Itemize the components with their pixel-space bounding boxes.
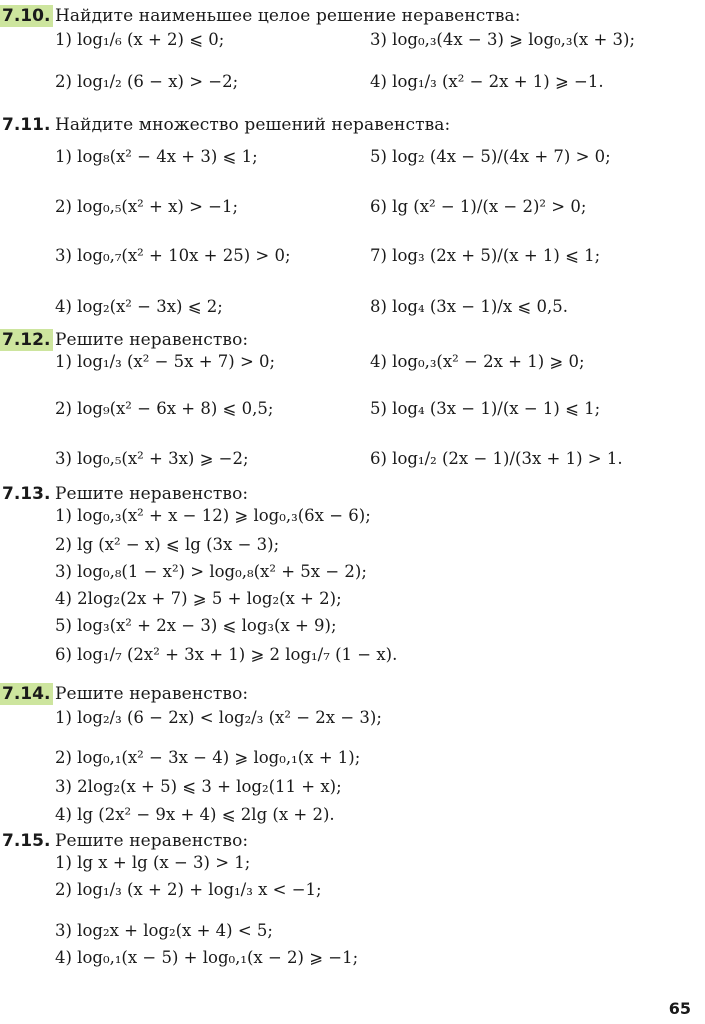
exercise-item: 6) lg (x² − 1)/(x − 2)² > 0; [370, 197, 587, 216]
exercise-item: 3) log₀,₅(x² + 3x) ⩾ −2; [55, 449, 249, 468]
exercise-item: 5) log₂ (4x − 5)/(4x + 7) > 0; [370, 147, 611, 166]
exercise-item: 2) log₀,₁(x² − 3x − 4) ⩾ log₀,₁(x + 1); [55, 748, 361, 767]
exercise-item: 4) log₁/₃ (x² − 2x + 1) ⩾ −1. [370, 72, 604, 91]
exercise-item: 1) log₁/₆ (x + 2) ⩽ 0; [55, 30, 225, 49]
exercise-item: 4) log₀,₃(x² − 2x + 1) ⩾ 0; [370, 352, 585, 371]
problem-7-14 [0, 682, 705, 706]
problem-7-12 [0, 328, 705, 352]
exercise-item: 5) log₄ (3x − 1)/(x − 1) ⩽ 1; [370, 399, 601, 418]
exercise-item: 4) lg (2x² − 9x + 4) ⩽ 2lg (x + 2). [55, 805, 335, 824]
problem-number: 7.13. [2, 484, 51, 504]
page-number: 65 [668, 999, 691, 1018]
problem-title: Решите неравенство: [55, 484, 249, 504]
exercise-item: 3) log₀,₃(4x − 3) ⩾ log₀,₃(x + 3); [370, 30, 636, 49]
problem-title: Решите неравенство: [55, 684, 249, 704]
exercise-item: 3) log₂x + log₂(x + 4) < 5; [55, 921, 273, 940]
exercise-item: 3) 2log₂(x + 5) ⩽ 3 + log₂(11 + x); [55, 777, 342, 796]
problem-number: 7.10. [0, 5, 53, 27]
problem-number: 7.12. [0, 329, 53, 351]
problem-title: Найдите множество решений неравенства: [55, 115, 451, 135]
exercise-item: 1) lg x + lg (x − 3) > 1; [55, 853, 251, 872]
problem-number: 7.14. [0, 683, 53, 705]
exercise-item: 2) log₁/₃ (x + 2) + log₁/₃ x < −1; [55, 880, 322, 899]
exercise-item: 4) 2log₂(2x + 7) ⩾ 5 + log₂(x + 2); [55, 589, 342, 608]
exercise-item: 2) log₉(x² − 6x + 8) ⩽ 0,5; [55, 399, 274, 418]
exercise-item: 3) log₀,₈(1 − x²) > log₀,₈(x² + 5x − 2); [55, 562, 367, 581]
exercise-item: 3) log₀,₇(x² + 10x + 25) > 0; [55, 246, 291, 265]
problem-7-15 [0, 829, 705, 853]
problem-7-10 [0, 4, 705, 28]
problem-title: Решите неравенство: [55, 831, 249, 851]
exercise-item: 4) log₂(x² − 3x) ⩽ 2; [55, 297, 223, 316]
problem-7-11 [0, 113, 705, 137]
exercise-item: 1) log₀,₃(x² + x − 12) ⩾ log₀,₃(6x − 6); [55, 506, 371, 525]
exercise-item: 2) log₁/₂ (6 − x) > −2; [55, 72, 239, 91]
problem-number: 7.11. [2, 115, 51, 135]
problem-title: Найдите наименьшее целое решение неравенства: [55, 6, 521, 26]
exercise-item: 4) log₀,₁(x − 5) + log₀,₁(x − 2) ⩾ −1; [55, 948, 359, 967]
exercise-item: 2) log₀,₅(x² + x) > −1; [55, 197, 239, 216]
exercise-item: 6) log₁/₂ (2x − 1)/(3x + 1) > 1. [370, 449, 623, 468]
exercise-item: 1) log₂/₃ (6 − 2x) < log₂/₃ (x² − 2x − 3); [55, 708, 382, 727]
exercise-item: 5) log₃(x² + 2x − 3) ⩽ log₃(x + 9); [55, 616, 337, 635]
exercise-item: 8) log₄ (3x − 1)/x ⩽ 0,5. [370, 297, 568, 316]
exercise-item: 6) log₁/₇ (2x² + 3x + 1) ⩾ 2 log₁/₇ (1 − x). [55, 645, 398, 664]
exercise-item: 7) log₃ (2x + 5)/(x + 1) ⩽ 1; [370, 246, 601, 265]
exercise-item: 1) log₁/₃ (x² − 5x + 7) > 0; [55, 352, 276, 371]
exercise-item: 1) log₈(x² − 4x + 3) ⩽ 1; [55, 147, 258, 166]
problem-title: Решите неравенство: [55, 330, 249, 350]
problem-number: 7.15. [2, 831, 51, 851]
exercise-item: 2) lg (x² − x) ⩽ lg (3x − 3); [55, 535, 280, 554]
problem-7-13 [0, 482, 705, 506]
